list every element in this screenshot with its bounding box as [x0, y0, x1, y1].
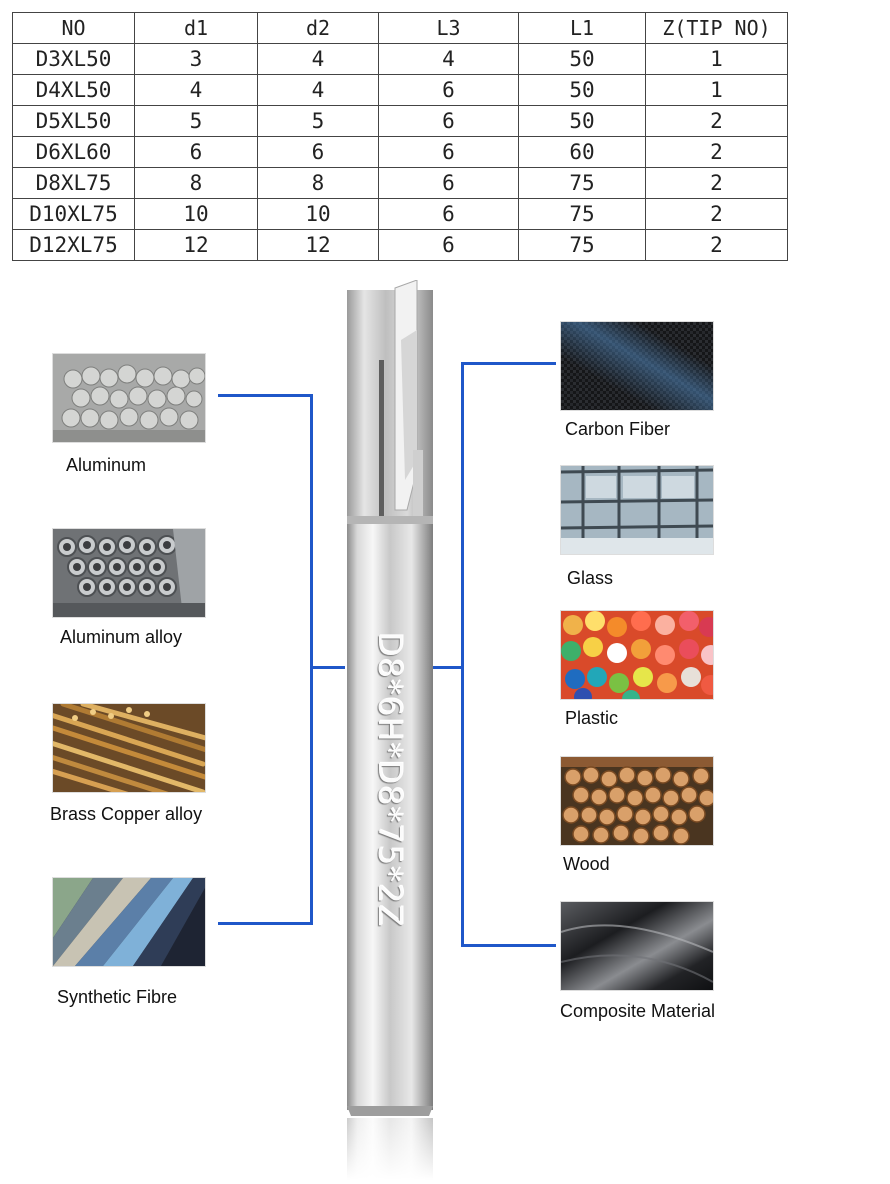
table-cell: 4	[258, 44, 379, 75]
table-row	[13, 137, 788, 168]
table-cell: 12	[135, 230, 258, 261]
table-cell: 6	[379, 137, 519, 168]
connector-line	[462, 944, 556, 947]
table-row	[13, 168, 788, 199]
carbon-fiber-image	[561, 322, 713, 410]
plastic-caps-image	[561, 611, 713, 699]
header-cell-l3: L3	[379, 13, 519, 44]
table-cell: 6	[379, 106, 519, 137]
table-cell: D4XL50	[13, 75, 135, 106]
table-cell: 3	[135, 44, 258, 75]
material-label: Composite Material	[560, 1001, 716, 1021]
header-cell-l1: L1	[519, 13, 646, 44]
tool-engraving-text: D8*6H*D8*75*2Z	[371, 632, 409, 928]
table-cell: D3XL50	[13, 44, 135, 75]
tool-engraving	[335, 600, 445, 960]
table-cell: D12XL75	[13, 230, 135, 261]
table-cell: 2	[646, 137, 788, 168]
header-cell-no: NO	[13, 13, 135, 44]
table-cell: 50	[519, 44, 646, 75]
table-cell: 6	[379, 75, 519, 106]
material-label: Synthetic Fibre	[57, 987, 178, 1007]
material-label: Aluminum alloy	[60, 627, 183, 647]
table-cell: 6	[258, 137, 379, 168]
synthetic-fibre-image	[53, 878, 205, 966]
table-cell: 4	[258, 75, 379, 106]
header-cell-d2: d2	[258, 13, 379, 44]
table-cell: D5XL50	[13, 106, 135, 137]
table-cell: 50	[519, 106, 646, 137]
table-row	[13, 44, 788, 75]
table-cell: 75	[519, 199, 646, 230]
table-cell: D8XL75	[13, 168, 135, 199]
table-cell: 4	[135, 75, 258, 106]
connector-line	[218, 394, 312, 397]
table-cell: 12	[258, 230, 379, 261]
table-cell: 2	[646, 199, 788, 230]
table-cell: 5	[135, 106, 258, 137]
table-cell: 2	[646, 106, 788, 137]
connector-line	[461, 362, 464, 947]
connector-line	[310, 394, 313, 925]
table-cell: 1	[646, 44, 788, 75]
table-cell: 10	[258, 199, 379, 230]
aluminum-tubes-image	[53, 529, 205, 617]
aluminum-rods-image	[53, 354, 205, 442]
table-cell: 6	[379, 199, 519, 230]
glass-facade-image	[561, 466, 713, 554]
table-cell: 6	[379, 168, 519, 199]
composite-material-image	[561, 902, 713, 990]
connector-line	[462, 362, 556, 365]
connector-line	[218, 922, 312, 925]
material-label: Glass	[567, 568, 614, 588]
table-row	[13, 199, 788, 230]
table-row	[13, 230, 788, 261]
table-cell: 4	[379, 44, 519, 75]
table-cell: 75	[519, 168, 646, 199]
brass-rods-image	[53, 704, 205, 792]
wood-logs-image	[561, 757, 713, 845]
table-cell: 50	[519, 75, 646, 106]
material-label: Aluminum	[66, 455, 147, 475]
table-cell: 2	[646, 230, 788, 261]
table-cell: D10XL75	[13, 199, 135, 230]
table-cell: 6	[135, 137, 258, 168]
header-cell-d1: d1	[135, 13, 258, 44]
table-cell: 2	[646, 168, 788, 199]
table-cell: 10	[135, 199, 258, 230]
table-cell: 75	[519, 230, 646, 261]
table-row	[13, 75, 788, 106]
material-label: Carbon Fiber	[565, 419, 671, 439]
table-header-row	[13, 13, 788, 44]
table-cell: D6XL60	[13, 137, 135, 168]
table-cell: 6	[379, 230, 519, 261]
table-cell: 5	[258, 106, 379, 137]
material-label: Plastic	[565, 708, 619, 728]
material-label: Brass Copper alloy	[50, 804, 203, 824]
table-cell: 1	[646, 75, 788, 106]
table-cell: 60	[519, 137, 646, 168]
table-row	[13, 106, 788, 137]
spec-table	[12, 12, 788, 261]
table-cell: 8	[135, 168, 258, 199]
material-label: Wood	[563, 854, 610, 874]
header-cell-z: Z(TIP NO)	[646, 13, 788, 44]
table-cell: 8	[258, 168, 379, 199]
